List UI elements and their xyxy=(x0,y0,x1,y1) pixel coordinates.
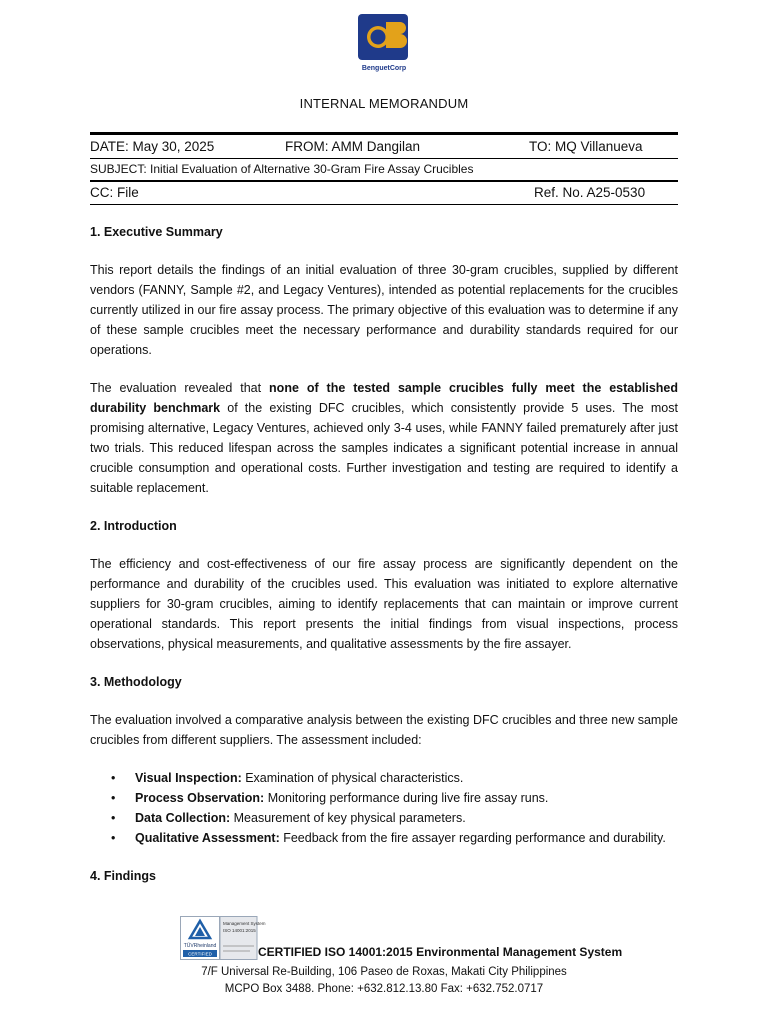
list-item xyxy=(135,808,723,828)
methodology-list xyxy=(90,768,723,848)
memo-cc: CC: File xyxy=(90,185,139,200)
header-bottom-rule xyxy=(90,204,678,205)
heading-introduction: 2. Introduction xyxy=(90,519,177,533)
list-item-text: Measurement of key physical parameters. xyxy=(230,811,466,825)
list-item-text: Feedback from the fire assayer regarding performance and durability. xyxy=(279,831,666,845)
list-item-term: Qualitative Assessment: xyxy=(135,831,280,845)
list-item-term: Process Observation: xyxy=(135,791,265,805)
exec-p2-intro: The evaluation revealed that xyxy=(90,381,270,395)
list-item xyxy=(135,788,723,808)
company-address: 7/F Universal Re-Building, 106 Paseo de Roxas, Makati City Philippines xyxy=(201,966,567,978)
heading-findings: 4. Findings xyxy=(90,869,156,883)
header-rule-2 xyxy=(90,180,678,182)
tuv-certification-badge xyxy=(180,916,266,960)
badge-tuv-text: TÜVRheinland xyxy=(183,943,217,949)
methodology-paragraph: The evaluation involved a comparative analysis between the existing DFC crucibles and three new sample crucibles from different suppliers. The assessment included: xyxy=(90,713,678,747)
memo-from: FROM: AMM Dangilan xyxy=(285,139,421,154)
memo-title: INTERNAL MEMORANDUM xyxy=(299,96,469,111)
introduction-paragraph: The efficiency and cost-effectiveness of our fire assay process are significantly dependent on the performance and durability of the crucibles used. This evaluation was initiated to explore alternative suppliers for 30-gram crucibles, aiming to identify replacements that can maintain or improve current operational standards. This report presents the initial findings from visual inspections, process observations, physical measurements, and qualitative assessments by the fire assayer. xyxy=(90,557,678,651)
exec-p2-rest: of the existing DFC crucibles, which consistently provide 5 uses. The most promising alternative, Legacy Ventures, achieved only 3-4 uses, while FANNY failed prematurely after just two trials. This reduced lifespan across the samples indicates a significant potential increase in annual crucible consumption and operational costs. Further investigation and testing are required to identify a suitable replacement. xyxy=(90,401,678,495)
certification-statement: CERTIFIED ISO 14001:2015 Environmental Management System xyxy=(258,945,623,959)
exec-p2-emphasis: none of the tested sample crucibles fully meet the established durability benchmark xyxy=(90,381,678,415)
header-rule-1 xyxy=(90,158,678,159)
memo-subject: SUBJECT: Initial Evaluation of Alternative 30-Gram Fire Assay Crucibles xyxy=(90,162,474,176)
list-item-term: Visual Inspection: xyxy=(135,771,242,785)
company-contact: MCPO Box 3488. Phone: +632.812.13.80 Fax: +632.752.0717 xyxy=(224,983,544,995)
list-item-term: Data Collection: xyxy=(135,811,231,825)
badge-system-text: Management System xyxy=(223,921,266,926)
list-item xyxy=(135,768,723,788)
executive-summary-paragraph-1: This report details the findings of an initial evaluation of three 30-gram crucibles, supplied by different vendors (FANNY, Sample #2, and Legacy Ventures), intended as potential replacements for the crucibles currently utilized in our fire assay process. The primary objective of this evaluation was to determine if any of these sample crucibles meet the necessary performance and durability standards required for our operations. xyxy=(90,263,678,357)
memo-date: DATE: May 30, 2025 xyxy=(90,139,215,154)
benguetcorp-logo xyxy=(356,12,412,74)
logo-text: BenguetCorp xyxy=(361,65,407,72)
badge-certified-text: CERTIFIED xyxy=(188,951,212,957)
memo-to: TO: MQ Villanueva xyxy=(529,139,643,154)
header-top-rule xyxy=(90,132,678,135)
executive-summary-paragraph-2 xyxy=(90,378,678,498)
heading-executive-summary: 1. Executive Summary xyxy=(90,225,223,239)
list-item-text: Monitoring performance during live fire assay runs. xyxy=(264,791,549,805)
heading-methodology: 3. Methodology xyxy=(90,675,182,689)
list-item-text: Examination of physical characteristics. xyxy=(241,771,464,785)
badge-iso-text: ISO 14001:2015 xyxy=(223,928,256,933)
list-item xyxy=(135,828,723,848)
memo-ref: Ref. No. A25-0530 xyxy=(534,185,646,200)
